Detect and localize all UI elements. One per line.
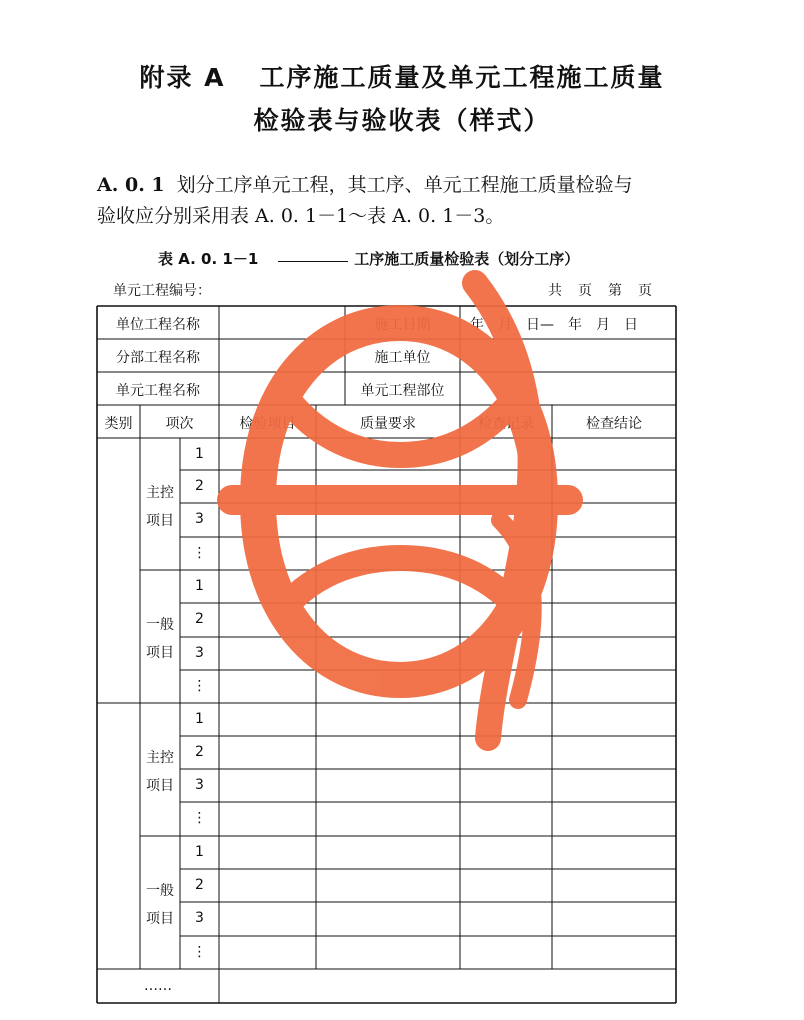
appendix-label: 附录 A (139, 63, 226, 92)
table-number: 表 A. 0. 1－1 (158, 250, 259, 268)
clause-number: A. 0. 1 (97, 174, 165, 196)
table-ellipsis-row: …… (144, 978, 172, 994)
item-number: 2 (195, 744, 204, 760)
item-number: 3 (195, 645, 204, 661)
page-unit-label-2: 页 (638, 283, 652, 299)
page-nth-label: 第 (608, 283, 622, 299)
item-number: 2 (195, 478, 204, 494)
info-label-element-location: 单元工程部位 (360, 383, 445, 399)
group-main-control-label-1: 主控 (146, 750, 174, 766)
clause-text1: 划分工序单元工程，其工序、单元工程施工质量检验与 (176, 174, 633, 196)
group-general-label-2: 项目 (146, 911, 174, 927)
clause-line2: 验收应分别采用表 A. 0. 1－1～表 A. 0. 1－3。 (97, 205, 505, 227)
item-number: 2 (195, 611, 204, 627)
unit-code-label: 单元工程编号： (113, 283, 211, 299)
item-number: ⋮ (192, 944, 207, 960)
info-label-construction-date: 施工日期 (374, 317, 431, 333)
column-header-inspection-record: 检查记录 (478, 416, 534, 432)
info-value-date: 年 月 日— 年 月 日 (470, 317, 638, 333)
appendix-title-line2: 检验表与验收表（样式） (253, 106, 551, 135)
item-number: 3 (195, 777, 204, 793)
item-number: 1 (195, 844, 204, 860)
appendix-title-text: 工序施工质量及单元工程施工质量 (259, 63, 665, 92)
item-number: ⋮ (192, 810, 207, 826)
group-general-label-2: 项目 (146, 645, 174, 661)
group-general-label-1: 一般 (146, 617, 174, 633)
info-label-element-project: 单元工程名称 (116, 383, 200, 399)
item-number: 1 (195, 578, 204, 594)
group-main-control-label-2: 项目 (146, 513, 174, 529)
info-label-sub-project: 分部工程名称 (116, 350, 200, 366)
column-header-inspection-item: 检验项目 (239, 416, 296, 432)
item-number: 1 (195, 446, 204, 462)
column-header-quality-requirement: 质量要求 (360, 416, 416, 432)
table-title: 工序施工质量检验表（划分工序） (354, 250, 580, 268)
group-main-control-label-1: 主控 (146, 485, 174, 501)
group-general-label-1: 一般 (146, 883, 174, 899)
column-header-item-no: 项次 (165, 416, 194, 432)
column-header-inspection-conclusion: 检查结论 (586, 416, 642, 432)
item-number: 2 (195, 877, 204, 893)
item-number: 3 (195, 910, 204, 926)
item-number: ⋮ (192, 678, 207, 694)
page-total-label: 共 (548, 283, 562, 299)
item-number: 1 (195, 711, 204, 727)
item-number: 3 (195, 511, 204, 527)
info-label-unit-project: 单位工程名称 (116, 317, 200, 333)
group-main-control-label-2: 项目 (146, 778, 174, 794)
item-number: ⋮ (192, 545, 207, 561)
info-label-construction-unit: 施工单位 (374, 350, 431, 366)
column-header-category: 类别 (104, 416, 133, 432)
page-unit-label: 页 (578, 283, 592, 299)
